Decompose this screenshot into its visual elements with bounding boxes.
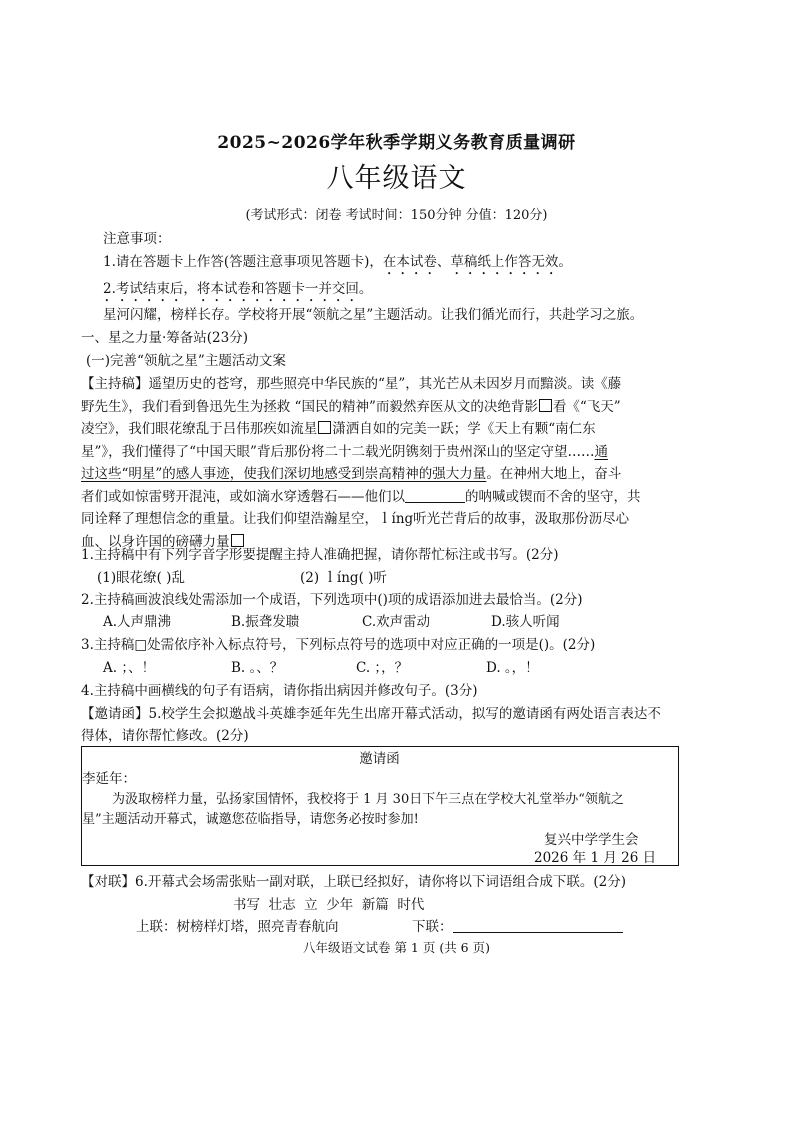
question-1: 1.主持稿中有下列字音字形要提醒主持人准确把握，请你帮忙标注或书写。(2分) <box>81 547 559 563</box>
invitation-body-line: 为汲取榜样力量，弘扬家国情怀，我校将于 1 月 30日下午三点在学校大礼堂举办“领航之 <box>112 792 624 807</box>
question-3: 3.主持稿□处需依序补入标点符号，下列标点符号的选项中对应正确的一项是()。(2分) <box>81 637 596 653</box>
invitation-body-line: 星”主题活动开幕式，诚邀您莅临指导，请您务必按时参加! <box>82 812 419 827</box>
section-1-heading: 一、星之力量·筹备站(23分) <box>81 330 249 346</box>
question-5-cont: 得体，请你帮忙修改。(2分) <box>81 728 249 744</box>
host-script-line <box>81 463 641 486</box>
question-3-option-c: C. ；，？ <box>356 660 409 676</box>
invitation-salutation: 李延年： <box>82 771 136 787</box>
question-2-option-c: C.欢声雷动 <box>362 614 431 630</box>
host-script-line <box>81 441 641 464</box>
host-script-text: 星”》，我们懂得了“中国天眼”背后那份将二十二载光阴镌刻于贵州深山的坚定守望…… <box>81 443 595 460</box>
invitation-title: 邀请函 <box>359 751 400 767</box>
notice-item-1-emphasis: 在本试卷、草稿纸上作答无效 <box>382 254 559 270</box>
question-3-option-d: D. 。，！ <box>486 660 539 676</box>
question-2-option-a: A.人声鼎沸 <box>103 614 172 630</box>
notice-item-1-text: 1.请在答题卡上作答(答题注意事项见答题卡)， <box>103 254 383 270</box>
question-2: 2.主持稿画波浪线处需添加一个成语，下列选项中()项的成语添加进去最恰当。(2分) <box>81 592 583 608</box>
notice-item-2 <box>103 279 372 305</box>
underlined-sentence: 通 <box>594 443 608 460</box>
question-4: 4.主持稿中画横线的句子有语病，请你指出病因并修改句子。(3分) <box>81 683 478 699</box>
question-3-option-a: A. ；、！ <box>103 660 156 676</box>
host-script <box>81 373 641 553</box>
couplet-upper: 上联：树榜样灯塔，照亮青春航向 <box>136 919 339 935</box>
punctuation-blank-box <box>539 399 552 412</box>
host-script-text: 的呐喊或锲而不舍的坚守，共 <box>465 488 641 505</box>
notice-item-2-emphasis: 2.考试结束后，将本试卷和答题卡一并交回 <box>103 281 359 297</box>
host-script-text: 者们或如惊雷劈开混沌，或如滴水穿透磐石——他们以 <box>81 488 405 505</box>
couplet-answer-line <box>453 918 623 933</box>
couplet-words: 书写 壮志 立 少年 新篇 时代 <box>233 897 425 913</box>
question-2-option-b: B.振聋发聩 <box>231 614 300 630</box>
couplet-lower-label: 下联： <box>412 919 453 935</box>
exam-title: 2025~2026学年秋季学期义务教育质量调研 <box>217 133 576 153</box>
section-1-sub-heading: (一)完善“领航之星”主题活动文案 <box>86 353 286 369</box>
host-script-text: 凌空》，我们眼花缭乱于吕伟那疾如流星 <box>81 421 318 437</box>
host-script-line <box>81 486 641 509</box>
host-script-line: 同诠释了理想信念的重量。让我们仰望浩瀚星空，ｌíng听光芒背后的故事，汲取那份沥尽心 <box>81 511 630 527</box>
underlined-sentence: 过这些“明星”的感人事迹，使我们深切地感受到崇高精神的强大力量 <box>81 466 487 482</box>
host-script-line <box>81 418 641 441</box>
host-script-text: 潇洒自如的完美一跃；学《天上有颗“南仁东 <box>332 421 596 437</box>
question-5: 【邀请函】5.校学生会拟邀战斗英雄李延年先生出席开幕式活动，拟写的邀请函有两处语言表达不 <box>81 706 661 722</box>
host-script-text: 野先生》，我们看到鲁迅先生为拯救 “国民的精神”而毅然弃医从文的决绝背影 <box>81 398 538 415</box>
page-footer: 八年级语文试卷 第 1 页 (共 6 页) <box>302 940 490 955</box>
host-script-text: 。在神州大地上，奋斗 <box>486 466 622 482</box>
host-script-line <box>81 396 641 419</box>
subject-title: 八年级语文 <box>326 163 467 194</box>
idiom-blank <box>405 488 465 503</box>
question-1-part-a: (1)眼花缭( )乱 <box>97 570 185 586</box>
notice-item-1-end: 。 <box>558 254 572 270</box>
notice-heading: 注意事项： <box>103 231 171 247</box>
punctuation-blank-box <box>318 421 331 434</box>
invitation-signature: 复兴中学学生会 <box>544 832 639 848</box>
invitation-date: 2026 年 1 月 26 日 <box>534 850 657 866</box>
couplet-lower <box>412 917 623 937</box>
host-script-text: 看《“飞天” <box>552 398 621 415</box>
invitation-box <box>81 746 679 866</box>
intro-text: 星河闪耀，榜样长存。学校将开展“领航之星”主题活动。让我们循光而行，共赴学习之旅。 <box>103 307 644 323</box>
question-3-option-b: B. 。、？ <box>231 660 284 676</box>
notice-item-1 <box>103 252 572 278</box>
notice-item-2-end: 。 <box>358 281 373 297</box>
question-1-part-b: (2) ｌíng( )听 <box>300 570 387 586</box>
question-6: 【对联】6.开幕式会场需张贴一副对联，上联已经拟好，请你将以下词语组合成下联。(2分) <box>81 874 627 890</box>
host-script-text: 血、以身许国的磅礴力量 <box>81 533 230 550</box>
exam-info: (考试形式：闭卷 考试时间：150分钟 分值：120分) <box>245 208 548 223</box>
host-script-line: 【主持稿】遥望历史的苍穹，那些照亮中华民族的“星”，其光芒从未因岁月而黯淡。读《藤 <box>81 376 622 392</box>
question-2-option-d: D.骇人听闻 <box>491 614 560 630</box>
